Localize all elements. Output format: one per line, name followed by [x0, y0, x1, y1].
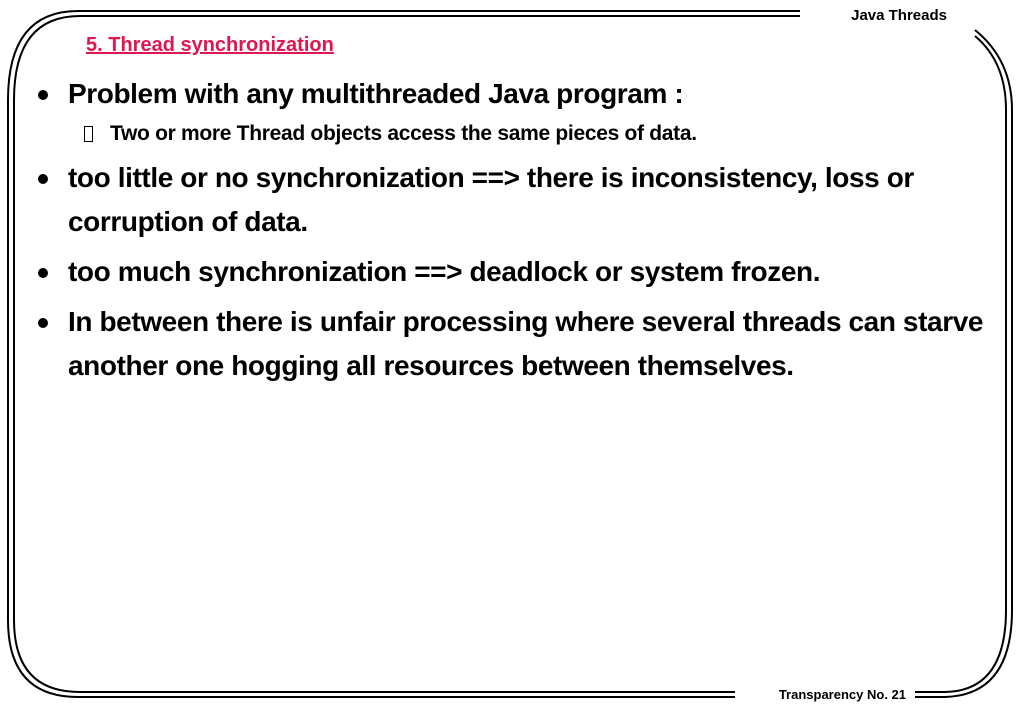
header-title: Java Threads: [847, 7, 951, 25]
bullet-text: Problem with any multithreaded Java program :: [68, 78, 684, 109]
bullet-text: too much synchronization ==> deadlock or system frozen.: [68, 256, 821, 287]
bullet-dot-icon: [38, 268, 48, 278]
bullet-item: [30, 300, 995, 388]
slide-title: 5. Thread synchronization: [86, 34, 334, 56]
bullet-text: In between there is unfair processing where several threads can starve another one hogging all resources between themselves.: [68, 306, 984, 381]
bullet-dot-icon: [38, 318, 48, 328]
sub-bullet-text: Two or more Thread objects access the same pieces of data.: [110, 122, 697, 145]
sub-bullet-box-icon: [84, 126, 93, 142]
footer-transparency-number: Transparency No. 21: [774, 686, 911, 704]
bullet-dot-icon: [38, 90, 48, 100]
bullet-dot-icon: [38, 174, 48, 184]
bullet-item: [30, 250, 995, 294]
sub-bullet-item: [30, 118, 995, 150]
slide-content: [30, 72, 995, 394]
bullet-item: [30, 72, 995, 116]
bullet-item: [30, 156, 995, 244]
bullet-text: too little or no synchronization ==> there is inconsistency, loss or corruption of data.: [68, 162, 914, 237]
frame-top-border: [78, 11, 800, 16]
